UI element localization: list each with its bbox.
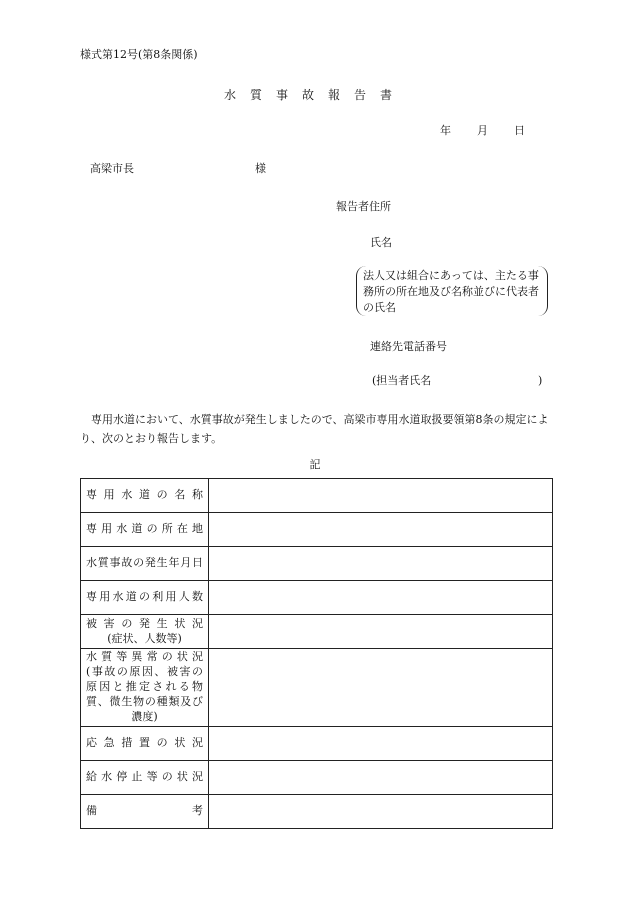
phone-label: 連絡先電話番号 [370,340,447,353]
date-year-label: 年 [440,124,451,137]
reporter-address-label: 報告者住所 [336,200,391,213]
reporter-name-label: 氏名 [370,236,392,249]
row-label-line: 濃度) [131,709,158,723]
report-table [80,478,553,829]
table-row [81,761,553,795]
row-label-line: 原因と推定される物 [86,680,203,694]
row-label-line: 備考 [86,804,203,818]
row-label-cell [81,761,209,795]
row-label-cell [81,727,209,761]
ki-heading: 記 [309,458,321,471]
row-label-line: (事故の原因、被害の [86,665,203,679]
table-row [81,727,553,761]
row-value-cell[interactable] [209,649,553,727]
date-month-label: 月 [477,124,488,137]
corporate-note: 法人又は組合にあっては、主たる事務所の所在地及び名称並びに代表者の氏名 [356,266,548,316]
contact-person-close: ) [538,374,543,387]
row-label-line: 水質等異常の状況 [86,650,203,664]
row-label-line: 質、微生物の種類及び [86,694,203,708]
row-label-line: 専用水道の利用人数 [86,590,203,604]
row-label-line: 水質事故の発生年月日 [86,556,203,570]
table-row [81,615,553,649]
row-value-cell[interactable] [209,795,553,829]
row-value-cell[interactable] [209,479,553,513]
row-value-cell[interactable] [209,513,553,547]
date-day-label: 日 [514,124,525,137]
row-label-line: (症状、人数等) [107,631,182,645]
table-row [81,547,553,581]
row-value-cell[interactable] [209,761,553,795]
row-label-cell [81,547,209,581]
row-value-cell[interactable] [209,727,553,761]
row-label-line: 被害の発生状況 [86,616,203,630]
row-label-cell [81,513,209,547]
row-value-cell[interactable] [209,615,553,649]
row-label-line: 応急措置の状況 [86,736,203,750]
addressee-honorific: 様 [255,162,266,175]
row-label-line: 専用水道の名称 [86,488,203,502]
row-value-cell[interactable] [209,547,553,581]
row-label-line: 給水停止等の状況 [86,770,203,784]
row-label-cell [81,581,209,615]
row-label-cell [81,479,209,513]
row-label-line: 専用水道の所在地 [86,522,203,536]
form-number: 様式第12号(第8条関係) [80,48,198,61]
row-value-cell[interactable] [209,581,553,615]
contact-person-label: (担当者氏名 [372,374,432,387]
row-label-cell [81,649,209,727]
row-label-cell [81,795,209,829]
page-title: 水質事故報告書 [223,88,406,102]
body-text: 専用水道において、水質事故が発生しましたので、高梁市専用水道取扱要領第8条の規定により、次のとおり報告します。 [80,413,549,446]
table-row [81,649,553,727]
row-label-cell [81,615,209,649]
table-row [81,513,553,547]
date-line [440,124,525,138]
table-row [81,795,553,829]
table-row [81,479,553,513]
table-row [81,581,553,615]
addressee-name: 高梁市長 [90,162,134,175]
